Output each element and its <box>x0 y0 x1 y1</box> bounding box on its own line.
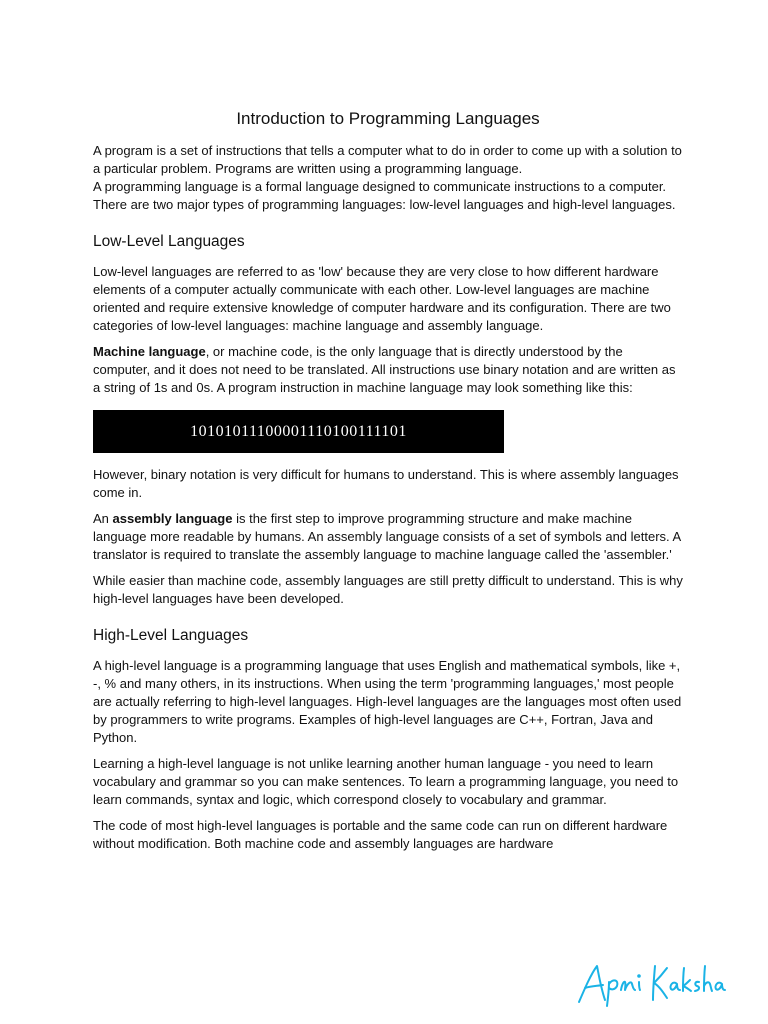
binary-example-box <box>93 410 504 453</box>
high-level-paragraph-1: A high-level language is a programming language that uses English and mathematical symbols, like +, -, % and many others, in its instructions. When using the term 'programming languages,' most people are actually referring to high-level languages. High-level languages are the languages most often used by programmers to write programs. Examples of high-level languages are C++, Fortran, Java and Python. <box>93 658 682 745</box>
machine-language-term: Machine language <box>93 344 206 359</box>
binary-example-text: 10101011100001110100111101 <box>190 422 407 440</box>
document-page <box>93 108 683 861</box>
assembly-language-text: is the first step to improve programming structure and make machine language more readable by humans. An assembly language consists of a set of symbols and letters. A translator is required to translate the assembly language to machine language called the 'assembler.' <box>93 511 681 562</box>
low-level-paragraph-1: Low-level languages are referred to as 'low' because they are very close to how different hardware elements of a computer actually communicate with each other. Low-level languages are machine oriented and require extensive knowledge of computer hardware and its configuration. There are two categories of low-level languages: machine language and assembly language. <box>93 264 671 333</box>
assembly-language-term: assembly language <box>112 511 233 526</box>
high-level-paragraph-3: The code of most high-level languages is portable and the same code can run on different hardware without modification. Both machine code and assembly languages are hardware <box>93 818 668 851</box>
signature-logo <box>575 958 735 1008</box>
intro-paragraph-2: A programming language is a formal language designed to communicate instructions to a computer. There are two major types of programming languages: low-level languages and high-level languages. <box>93 179 676 212</box>
machine-language-text: , or machine code, is the only language that is directly understood by the computer, and it does not need to be translated. All instructions use binary notation and are written as a string of 1s and 0s. A program instruction in machine language may look something like this: <box>93 344 676 395</box>
machine-language-paragraph <box>93 343 683 397</box>
low-level-heading: Low-Level Languages <box>93 233 245 250</box>
assembly-prefix: An <box>93 511 113 526</box>
low-level-paragraph-5: While easier than machine code, assembly languages are still pretty difficult to understand. This is why high-level languages have been developed. <box>93 573 683 606</box>
intro-paragraph-1: A program is a set of instructions that tells a computer what to do in order to come up with a solution to a particular problem. Programs are written using a programming language. <box>93 143 682 176</box>
high-level-heading: High-Level Languages <box>93 627 249 644</box>
page-title: Introduction to Programming Languages <box>236 109 540 128</box>
high-level-paragraph-2: Learning a high-level language is not unlike learning another human language - you need to learn vocabulary and grammar so you can make sentences. To learn a programming language, you need to learn commands, syntax and logic, which correspond closely to vocabulary and grammar. <box>93 756 679 807</box>
assembly-language-paragraph <box>93 510 683 564</box>
low-level-paragraph-3: However, binary notation is very difficult for humans to understand. This is where assembly languages come in. <box>93 467 679 500</box>
